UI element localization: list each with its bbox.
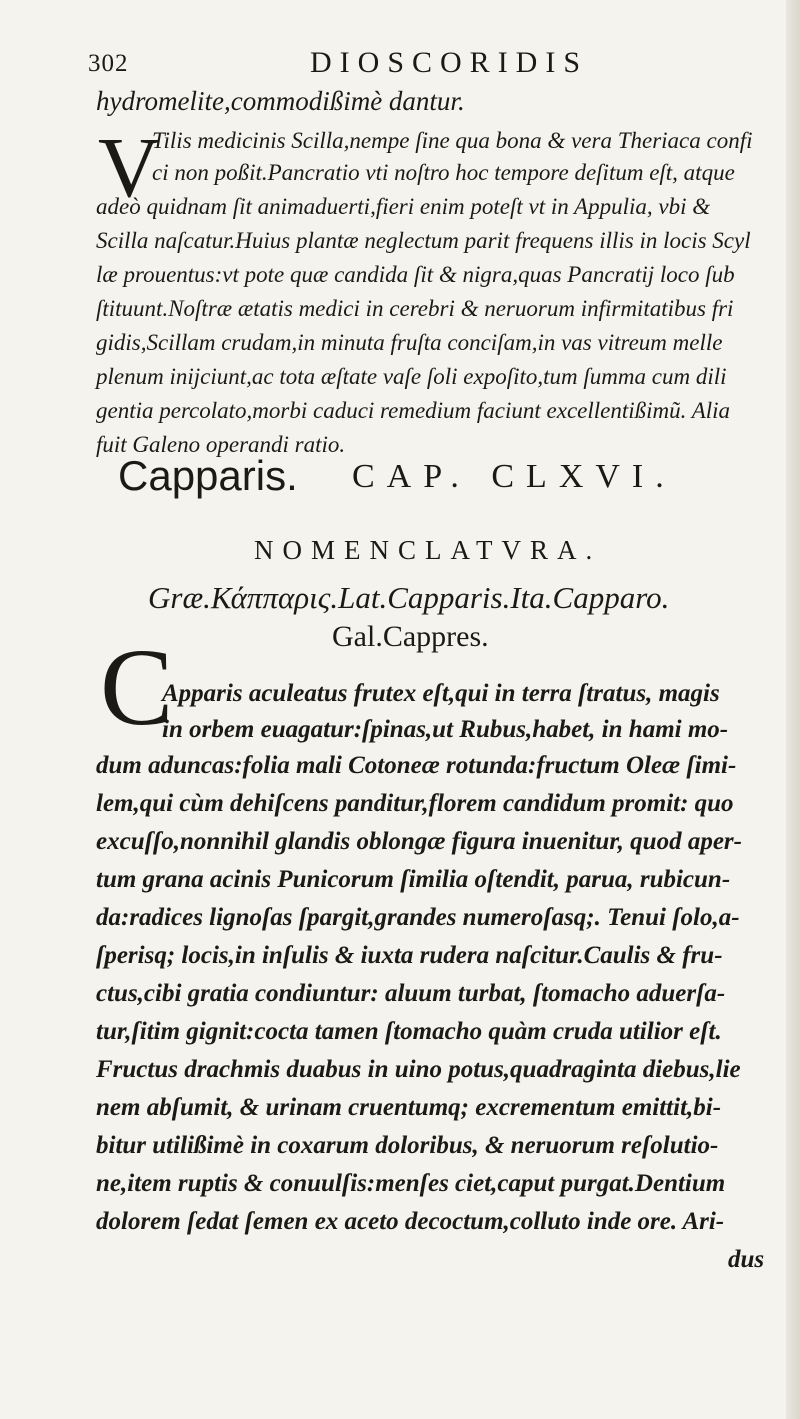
paragraph2-line: tum grana acinis Punicorum ſimilia oſtendit, parua, rubicun- [96,866,731,893]
paragraph2-line: Fructus drachmis duabus in uino potus,quadraginta diebus,lie [96,1056,741,1083]
paragraph1-line: plenum inijciunt,ac tota æſtate vaſe ſoli expoſito,tum ſumma cum dili [96,364,727,389]
paragraph1-line: Tilis medicinis Scilla,nempe ſine qua bona & vera Theriaca confi [152,128,753,153]
paragraph2-line: lem,qui cùm dehiſcens panditur,florem candidum promit: quo [96,790,734,817]
paragraph2-line: tur,ſitim gignit:cocta tamen ſtomacho quàm cruda utilior eſt. [96,1018,722,1045]
chapter-title: Capparis. [118,452,298,499]
page-number: 302 [88,50,129,77]
paragraph2-line: dolorem ſedat ſemen ex aceto decoctum,colluto inde ore. Ari- [96,1208,725,1235]
paragraph2-line: ſperisq; locis,in inſulis & iuxta rudera naſcitur.Caulis & fru- [96,942,723,969]
drop-cap-v: V [98,119,161,215]
paragraph2-line: nem abſumit, & urinam cruentumq; excrementum emittit,bi- [96,1094,722,1121]
drop-cap-c: C [100,626,174,748]
paragraph2-line: ctus,cibi gratia condiuntur: aluum turbat, ſtomacho aduerſa- [96,980,726,1007]
running-head: DIOSCORIDIS [310,46,589,79]
paragraph1-line: ci non poßit.Pancratio vti noſtro hoc tempore deſitum eſt, atque [152,160,735,185]
paragraph1-line: Scilla naſcatur.Huius plantæ neglectum parit frequens illis in locis Scyl [96,228,751,253]
paragraph2-line: in orbem euagatur:ſpinas,ut Rubus,habet, in hami mo- [162,716,729,743]
paragraph1-line: adeò quidnam ſit animaduerti,fieri enim poteſt vt in Appulia, vbi & [96,194,711,219]
intro-line: hydromelite,commodißimè dantur. [96,86,465,116]
nomenclatura-heading: NOMENCLATVRA. [254,535,602,565]
paragraph2-line: ne,item ruptis & conuulſis:menſes ciet,caput purgat.Dentium [96,1170,726,1197]
chapter-label: CAP. CLXVI. [352,458,676,495]
paragraph2-line: da:radices lignoſas ſpargit,grandes numeroſasq;. Tenui ſolo,a- [96,904,740,931]
paragraph1-line: fuit Galeno operandi ratio. [96,432,346,457]
paragraph1-line: læ prouentus:vt pote quæ candida ſit & nigra,quas Pancratij loco ſub [96,262,735,287]
paragraph1-line: gidis,Scillam crudam,in minuta fruſta conciſam,in vas vitreum melle [96,330,723,355]
nomenclatura-names: Græ.Κάππαρις.Lat.Capparis.Ita.Capparo. [148,580,670,615]
paragraph2-line: excuſſo,nonnihil glandis oblongæ figura inuenitur, quod aper- [96,828,742,855]
paragraph1-line: gentia percolato,morbi caduci remedium faciunt excellentißimũ. Alia [96,398,731,423]
paragraph2-line: bitur utilißimè in coxarum doloribus, & neruorum reſolutio- [96,1132,719,1159]
paragraph1-line: ſtituunt.Noſtræ ætatis medici in cerebri & neruorum infirmitatibus fri [96,296,734,321]
page-header [88,44,788,84]
nomenclatura-french: Gal.Cappres. [332,620,489,653]
catchword: dus [728,1246,765,1273]
paragraph2-line: dum aduncas:folia mali Cotoneæ rotunda:fructum Oleæ ſimi- [96,752,737,779]
page-edge [786,0,800,1419]
paragraph2-line: Apparis aculeatus frutex eſt,qui in terra ſtratus, magis [162,680,720,707]
